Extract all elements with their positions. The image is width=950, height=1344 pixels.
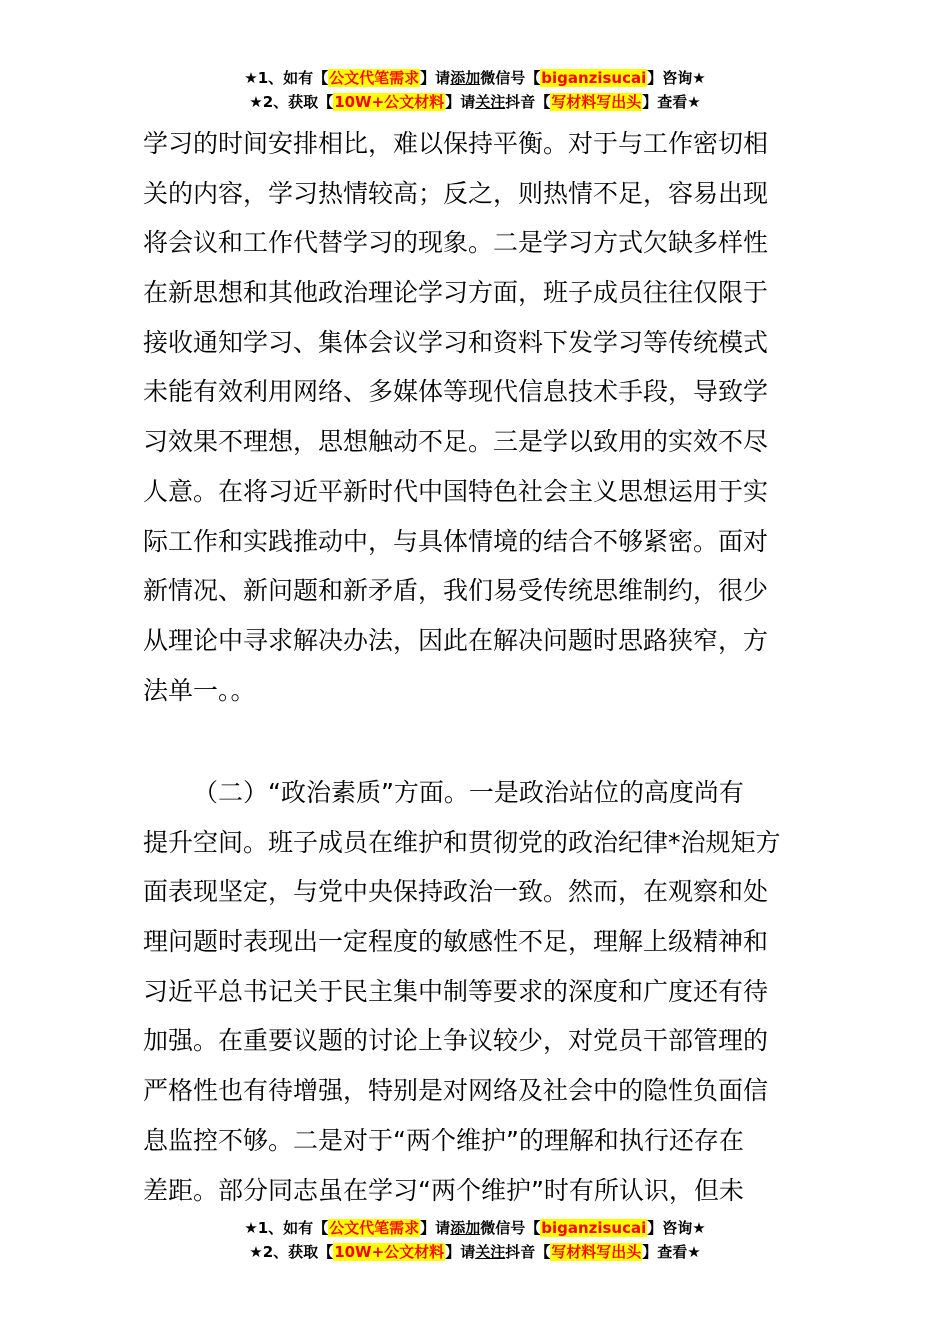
text-line: 提升空间。班子成员在维护和贯彻党的政治纪律*治规矩方 xyxy=(143,827,781,857)
banner-line-1 xyxy=(0,1216,950,1240)
banner-line-2 xyxy=(0,1240,950,1264)
text-line: 际工作和实践推动中，与具体情境的结合不够紧密。面对 xyxy=(143,526,769,556)
banner-text: 】请 xyxy=(420,1219,451,1237)
paragraph-1 xyxy=(143,119,808,715)
banner-text: 】查看★ xyxy=(642,93,701,111)
text-line: 将会议和工作代替学习的现象。二是学习方式欠缺多样性 xyxy=(143,228,769,258)
banner-line-2 xyxy=(0,90,950,114)
banner-highlight: 公文代笔需求 xyxy=(329,69,420,87)
banner-highlight: 10W+公文材料 xyxy=(334,93,445,111)
banner-text: 】请 xyxy=(420,69,451,87)
text-line: 接收通知学习、集体会议学习和资料下发学习等传统模式 xyxy=(143,327,769,357)
banner-text: ★2、获取【 xyxy=(249,1243,334,1261)
banner-text: 】查看★ xyxy=(642,1243,701,1261)
text-line: 习效果不理想，思想触动不足。三是学以致用的实效不尽 xyxy=(143,427,769,457)
banner-text: 微信号【 xyxy=(480,1219,541,1237)
banner-text: 关注 xyxy=(475,1243,506,1261)
banner-text: ★1、如有【 xyxy=(244,69,329,87)
text-line: 差距。部分同志虽在学习“两个维护”时有所认识，但未 xyxy=(143,1175,744,1205)
banner-text: 】请 xyxy=(445,93,476,111)
text-line: 习近平总书记关于民主集中制等要求的深度和广度还有待 xyxy=(143,976,769,1006)
banner-text: 抖音【 xyxy=(505,1243,551,1261)
banner-highlight: 写材料写出头 xyxy=(551,1243,642,1261)
banner-highlight: biganzisucai xyxy=(541,69,647,87)
banner-highlight: biganzisucai xyxy=(541,1219,647,1237)
banner-text: 添加 xyxy=(450,69,481,87)
text-line: 理问题时表现出一定程度的敏感性不足，理解上级精神和 xyxy=(143,927,769,957)
banner-line-1 xyxy=(0,66,950,90)
paragraph-2 xyxy=(143,768,808,1215)
banner-text: 】咨询★ xyxy=(647,69,706,87)
footer-banner xyxy=(0,1216,950,1264)
text-line: 法单一。。 xyxy=(143,675,256,705)
text-line: 在新思想和其他政治理论学习方面，班子成员往往仅限于 xyxy=(143,278,769,308)
text-line: 加强。在重要议题的讨论上争议较少，对党员干部管理的 xyxy=(143,1026,769,1056)
banner-text: 添加 xyxy=(450,1219,481,1237)
text-line: 面表现坚定，与党中央保持政治一致。然而，在观察和处 xyxy=(143,877,769,907)
banner-text: ★2、获取【 xyxy=(249,93,334,111)
text-line: 关的内容，学习热情较高；反之，则热情不足，容易出现 xyxy=(143,178,769,208)
banner-text: 抖音【 xyxy=(505,93,551,111)
text-line: 息监控不够。二是对于“两个维护”的理解和执行还存在 xyxy=(143,1125,744,1155)
banner-text: 关注 xyxy=(475,93,506,111)
text-line: 严格性也有待增强，特别是对网络及社会中的隐性负面信 xyxy=(143,1076,769,1106)
text-line: （二）“政治素质”方面。一是政治站位的高度尚有 xyxy=(193,778,744,807)
text-line: 人意。在将习近平新时代中国特色社会主义思想运用于实 xyxy=(143,476,769,506)
text-line: 未能有效利用网络、多媒体等现代信息技术手段，导致学 xyxy=(143,377,769,407)
banner-text: ★1、如有【 xyxy=(244,1219,329,1237)
text-line: 学习的时间安排相比，难以保持平衡。对于与工作密切相 xyxy=(143,129,769,158)
banner-highlight: 10W+公文材料 xyxy=(334,1243,445,1261)
banner-highlight: 公文代笔需求 xyxy=(329,1219,420,1237)
banner-text: 微信号【 xyxy=(480,69,541,87)
text-line: 从理论中寻求解决办法，因此在解决问题时思路狭窄，方 xyxy=(143,625,769,655)
text-line: 新情况、新问题和新矛盾，我们易受传统思维制约，很少 xyxy=(143,576,769,606)
banner-highlight: 写材料写出头 xyxy=(551,93,642,111)
header-banner xyxy=(0,66,950,114)
banner-text: 】咨询★ xyxy=(647,1219,706,1237)
banner-text: 】请 xyxy=(445,1243,476,1261)
